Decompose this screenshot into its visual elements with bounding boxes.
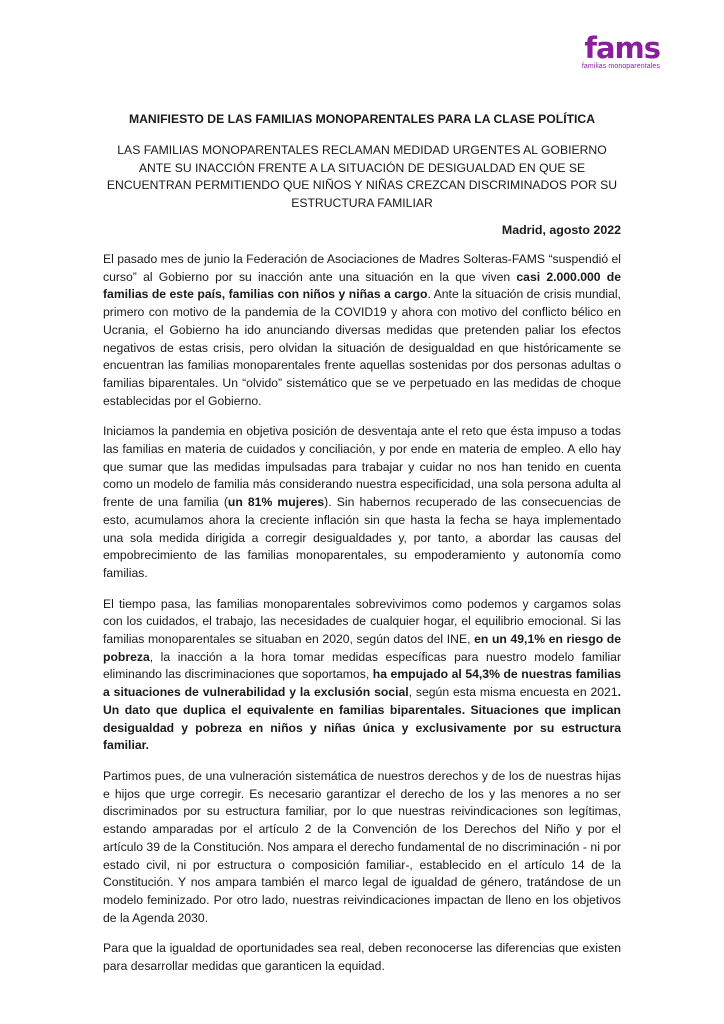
- document-body: [103, 111, 621, 989]
- paragraph-emphasis: un 81% mujeres: [227, 495, 325, 510]
- paragraph-text: , la inacción a la hora tomar medidas específicas para nuestro modelo familiar eliminando las discriminaciones que soportamos,: [103, 649, 621, 682]
- fams-logo: [581, 31, 660, 70]
- logo-wordmark: fams: [584, 31, 660, 65]
- paragraph-emphasis: . Un dato que duplica el equivalente en familias biparentales. Situaciones que implican desigualdad y pobreza en niños y niñas única y exclusivamente por su estructura familiar.: [103, 685, 621, 753]
- document-title: MANIFIESTO DE LAS FAMILIAS MONOPARENTALES PARA LA CLASE POLÍTICA: [128, 112, 596, 126]
- paragraph-2: [103, 423, 621, 582]
- paragraph-text: Iniciamos la pandemia en objetiva posición de desventaja ante el reto que ésta impuso a todas las familias en materia de cuidados y conciliación, y por ende en materia de empleo. A ello hay que sumar que las medidas impulsadas para trabajar y cuidar no nos han tenido en cuenta como un modelo de familia más considerando nuestra especificidad, una sola persona adulta al frente de una familia (: [103, 424, 621, 510]
- paragraph-text: El pasado mes de junio la Federación de Asociaciones de Madres Solteras-FAMS “suspendió el curso” al Gobierno por su inacción ante una situación en la que viven: [103, 252, 621, 284]
- paragraph-text: Partimos pues, de una vulneración sistemática de nuestros derechos y de los de nuestras hijas e hijos que urge corregir. Es necesario garantizar el derecho de los y las menores a no ser discriminados por su estructura familiar, por lo que nuestras reivindicaciones son legítimas, estando amparadas por el artículo 2 de la Convención de los Derechos del Niño y por el artículo 39 de la Constitución. Nos ampara el derecho fundamental de no discriminación - ni por estado civil, ni por estructura o composición familiar-, establecido en el artículo 14 de la Constitución. Y nos ampara también el marco legal de igualdad de género, tratándose de un modelo feminizado. Por otro lado, nuestras reivindicaciones impactan de lleno en los objetivos de la Agenda 2030.: [103, 768, 621, 925]
- paragraph-5: [103, 940, 621, 975]
- paragraph-emphasis: en un 49,1% en riesgo de pobreza: [103, 632, 621, 664]
- logo-tagline: familias monoparentales: [581, 63, 660, 70]
- paragraph-emphasis: ha empujado al 54,3% de nuestras familias a situaciones de vulnerabilidad y la exclusión social: [103, 667, 621, 700]
- paragraph-emphasis: casi 2.000.000 de familias de este país, familias con niños y niñas a cargo: [103, 269, 621, 302]
- paragraph-4: [103, 768, 621, 927]
- paragraph-text: . Ante la situación de crisis mundial, primero con motivo de la pandemia de la COVID19 y ahora con motivo del conflicto bélico en Ucrania, el Gobierno ha ido anunciando diversas medidas que pretenden paliar los efectos negativos de estas crisis, pero olvidan la situación de desigualdad en que históricamente se encuentran las familias monoparentales frente aquellas sostenidas por dos personas adultas o familias biparentales. Un “olvido” sistemático que se ve perpetuado en las medidas de choque establecidas por el Gobierno.: [103, 287, 621, 408]
- document-subtitle: LAS FAMILIAS MONOPARENTALES RECLAMAN MEDIDAD URGENTES AL GOBIERNO ANTE SU INACCIÓN FRENTE A LA SITUACIÓN DE DESIGUALDAD EN QUE SE ENCUENTRAN PERMITIENDO QUE NIÑOS Y NIÑAS CREZCAN DISCRIMINADOS POR SU ESTRUCTURA FAMILIAR: [106, 143, 618, 210]
- paragraph-text: Para que la igualdad de oportunidades sea real, deben reconocerse las diferencias que existen para desarrollar medidas que garanticen la equidad.: [103, 941, 621, 974]
- paragraph-text: El tiempo pasa, las familias monoparentales sobrevivimos como podemos y cargamos solas con los cuidados, el trabajo, las necesidades de cualquier hogar, el equilibrio emocional. Si las familias monoparentales se situaban en 2020, según datos del INE,: [103, 596, 621, 647]
- paragraph-3: [103, 596, 621, 755]
- paragraph-1: [103, 251, 621, 410]
- document-date: Madrid, agosto 2022: [501, 223, 621, 237]
- paragraph-text: ). Sin habernos recuperado de las consecuencias de esto, acumulamos ahora la creciente inflación sin que hasta la fecha se haya implementado una sola medida dirigida a corregir desigualdades y, por tanto, a abordar las causas del empobrecimiento de las familias monoparentales, su empoderamiento y autonomía como familias.: [103, 495, 621, 580]
- paragraph-text: , según esta misma encuesta en 2021: [408, 685, 618, 700]
